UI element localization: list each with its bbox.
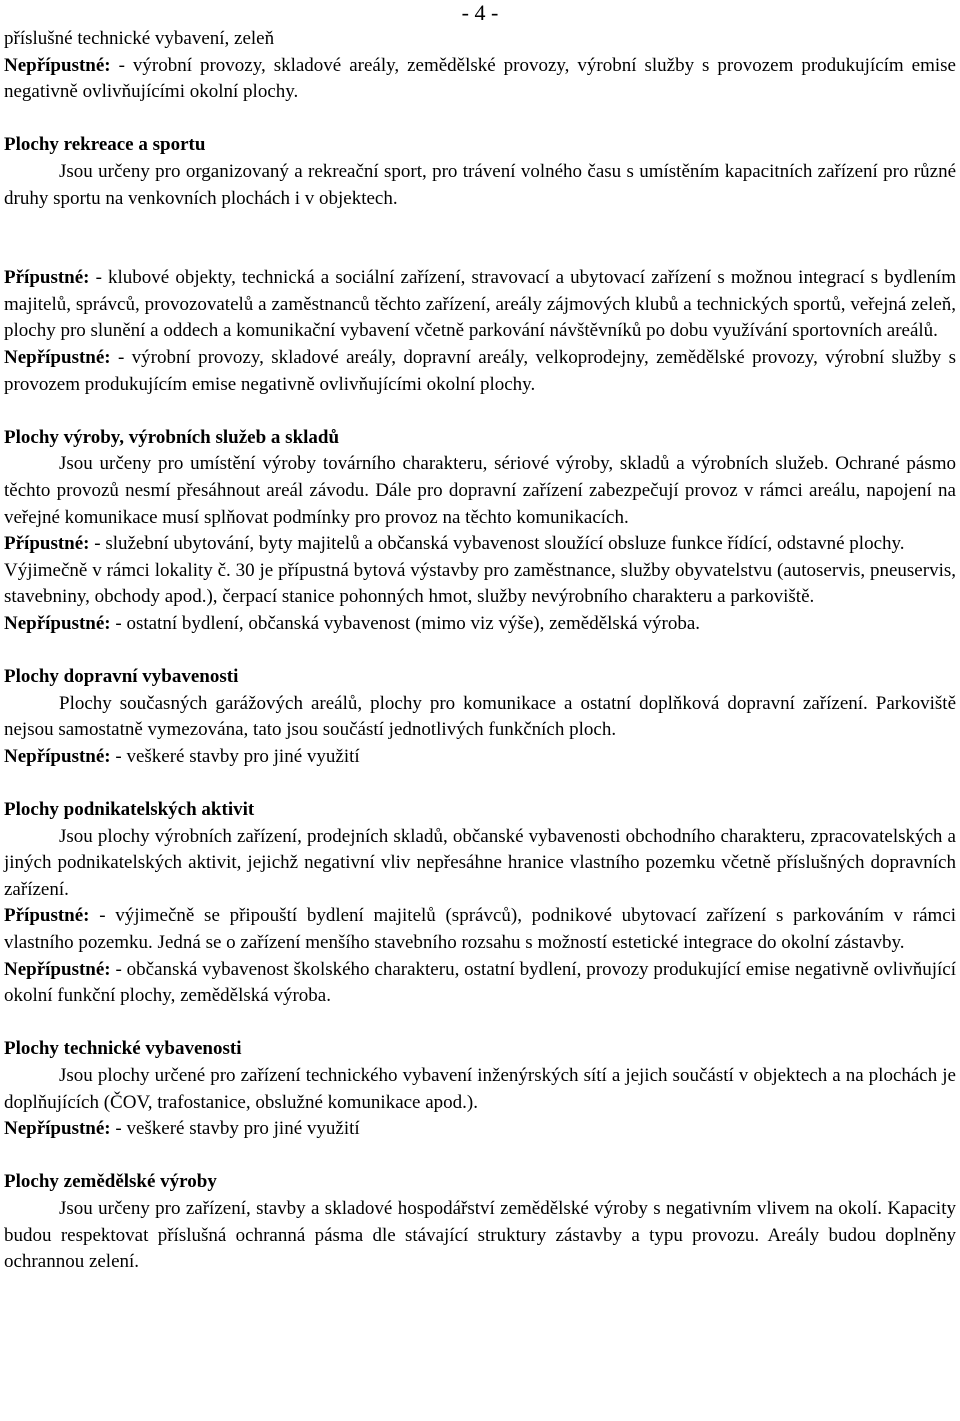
- prip-label: Přípustné:: [4, 533, 90, 555]
- vyroba-neprip: [4, 611, 956, 638]
- section-heading-zemedelstvi: Plochy zemědělské výroby: [4, 1171, 217, 1193]
- neprip-text: - ostatní bydlení, občanská vybavenost (mimo viz výše), zemědělská výroba.: [110, 612, 700, 634]
- neprip-label: Nepřípustné:: [4, 958, 111, 980]
- vyroba-vyjimka: Výjimečně v rámci lokality č. 30 je přípustná bytová výstavby pro zaměstnance, služby obyvatelstvu (autoservis, pneuservis, stavebniny, obchody apod.), čerpací stanice pohonných hmot, služby nevýrobního charakteru a parkoviště.: [4, 559, 956, 608]
- neprip-label: Nepřípustné:: [4, 1118, 111, 1140]
- page-number: - 4 -: [461, 0, 499, 25]
- neprip-label: Nepřípustné:: [4, 745, 111, 767]
- intro-line: příslušné technické vybavení, zeleň: [4, 28, 275, 49]
- section-desc-vyroba: Jsou určeny pro umístění výroby továrního charakteru, sériové výroby, skladů a výrobních služeb. Ochrané pásmo těchto provozů nesmí přesáhnout areál závodu. Dále pro dopravní zařízení zabezpečují provoz v rámci areálu, napojení na veřejné komunikace musí splňovat podmínky pro provoz na těchto komunikacích.: [4, 453, 956, 528]
- rekreace-prip: [4, 265, 956, 345]
- podnikani-prip: [4, 903, 956, 956]
- rekreace-neprip: [4, 345, 956, 398]
- section-heading-vyroba: Plochy výroby, výrobních služeb a skladů: [4, 426, 340, 448]
- neprip-text: - výrobní provozy, skladové areály, zemědělské provozy, výrobní služby s provozem produkujícím emise negativně ovlivňujícími okolní plochy.: [4, 54, 956, 103]
- neprip-label: Nepřípustné:: [4, 346, 111, 368]
- intro-neprip: [4, 53, 956, 106]
- section-heading-technika: Plochy technické vybavenosti: [4, 1038, 242, 1060]
- prip-text: - výjimečně se připouští bydlení majitelů (správců), podnikové ubytovací zařízení s parkováním v rámci vlastního pozemku. Jedná se o zařízení menšího stavebního rozsahu s možností estetické integrace do okolní zástavby.: [4, 905, 956, 953]
- section-heading-doprava: Plochy dopravní vybavenosti: [4, 666, 239, 688]
- prip-text: - služební ubytování, byty majitelů a občanská vybavenost sloužící obsluze funkce řídící, odstavné plochy.: [89, 533, 905, 555]
- section-desc-zemedelstvi: Jsou určeny pro zařízení, stavby a skladové hospodářství zemědělské výroby s negativním vlivem na okolí. Kapacity budou respektovat příslušná ochranná pásma dle stávající struktury zástavby a typu provozu. Areály budou doplněny ochrannou zelení.: [4, 1197, 956, 1273]
- neprip-text: - veškeré stavby pro jiné využití: [110, 1118, 360, 1140]
- neprip-label: Nepřípustné:: [4, 54, 111, 76]
- prip-label: Přípustné:: [4, 267, 90, 289]
- document-body: [4, 26, 956, 1276]
- neprip-text: - výrobní provozy, skladové areály, dopravní areály, velkoprodejny, zemědělské provozy, výrobní služby s provozem produkujícím emise negativně ovlivňujícími okolní plochy.: [4, 346, 956, 395]
- section-desc-podnikani: Jsou plochy výrobních zařízení, prodejních skladů, občanské vybavenosti obchodního charakteru, zpracovatelských a jiných podnikatelských aktivit, jejichž negativní vliv nepřesáhne hranice vlastního pozemku včetně příslušných dopravních zařízení.: [4, 825, 956, 900]
- technika-neprip: [4, 1116, 956, 1143]
- neprip-label: Nepřípustné:: [4, 612, 111, 634]
- prip-label: Přípustné:: [4, 905, 90, 927]
- section-heading-rekreace: Plochy rekreace a sportu: [4, 134, 206, 156]
- podnikani-neprip: [4, 957, 956, 1010]
- vyroba-prip: [4, 531, 956, 558]
- section-desc-doprava: Plochy současných garážových areálů, plochy pro komunikace a ostatní doplňková dopravní zařízení. Parkoviště nejsou samostatně vymezována, tato jsou součástí jednotlivých funkčních ploch.: [4, 692, 956, 741]
- section-heading-podnikani: Plochy podnikatelských aktivit: [4, 799, 255, 821]
- section-desc-technika: Jsou plochy určené pro zařízení technického vybavení inženýrských sítí a jejich součástí v objektech a na plochách je doplňujících (ČOV, trafostanice, obslužné komunikace apod.).: [4, 1064, 956, 1113]
- section-desc-rekreace: Jsou určeny pro organizovaný a rekreační sport, pro trávení volného času s umístěním kapacitních zařízení pro různé druhy sportu na venkovních plochách i v objektech.: [4, 160, 956, 209]
- neprip-text: - občanská vybavenost školského charakteru, ostatní bydlení, provozy produkující emise negativně ovlivňující okolní funkční plochy, zemědělská výroba.: [4, 958, 956, 1007]
- doprava-neprip: [4, 744, 956, 771]
- neprip-text: - veškeré stavby pro jiné využití: [110, 745, 360, 767]
- prip-text: - klubové objekty, technická a sociální zařízení, stravovací a ubytovací zařízení s možnou integrací s bydlením majitelů, správců, provozovatelů a zaměstnanců těchto zařízení, areály zájmových klubů a technických sportů, veřejná zeleň, plochy pro slunění a oddech a komunikační vybavení včetně parkování návštěvníků po dobu využívání sportovních areálů.: [4, 267, 956, 342]
